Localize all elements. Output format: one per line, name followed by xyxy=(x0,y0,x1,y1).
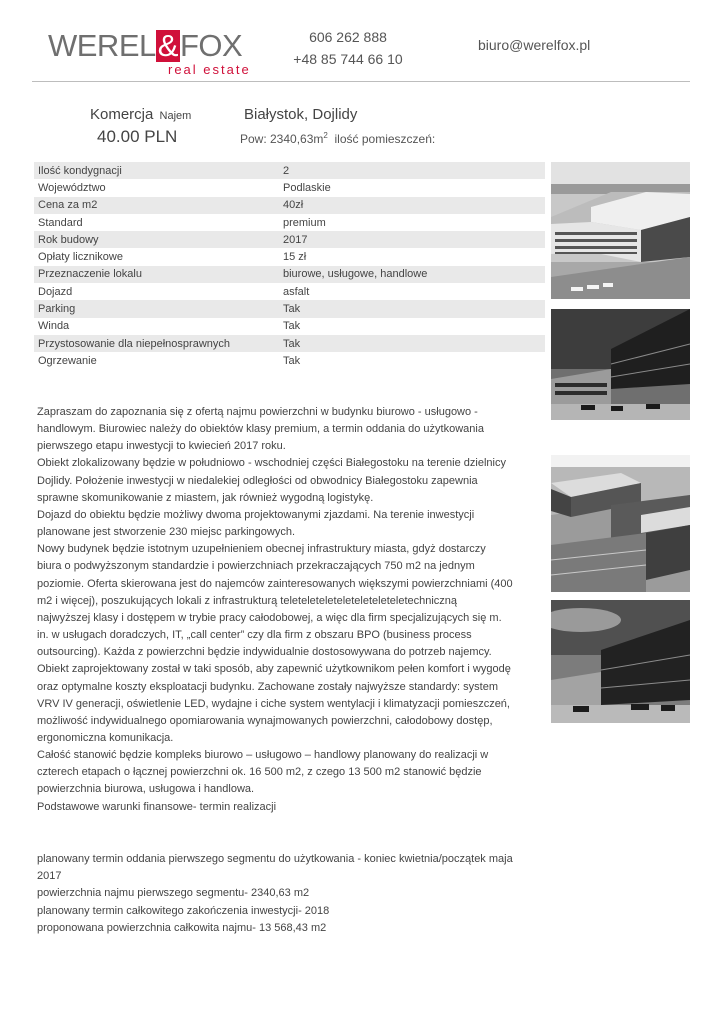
spec-value: Tak xyxy=(283,354,301,367)
spec-value: premium xyxy=(283,216,326,229)
spec-row xyxy=(34,283,545,300)
spec-label: Przystosowanie dla niepełnosprawnych xyxy=(34,335,279,352)
building-facade-render xyxy=(551,600,690,723)
spec-row xyxy=(34,231,545,248)
logo-ampersand: & xyxy=(157,28,178,63)
spec-value: 40zł xyxy=(279,197,545,214)
spec-value: biurowe, usługowe, handlowe xyxy=(279,266,545,283)
description-paragraph: Dojazd do obiektu będzie możliwy dwoma projektowanymi zjazdami. Na terenie inwestycji planowane jest stworzenie 230 miejsc parkingowych. xyxy=(37,508,475,539)
spec-value: Podlaskie xyxy=(283,181,331,194)
spec-value: asfalt xyxy=(283,285,310,298)
email-link[interactable]: biuro@werelfox.pl xyxy=(478,37,591,53)
listing-price: 40.00 PLN xyxy=(97,127,178,146)
spec-label: Rok budowy xyxy=(34,231,279,248)
description-paragraph: Całość stanowić będzie kompleks biurowo – usługowo – handlowy planowany do realizacji w czterech etapach o łącznej powierzchni ok. 16 500 m2, z czego 13 500 m2 stanowić będzie powierzchnia biurowa, usługowa i handlowa. xyxy=(37,749,489,796)
terms-line: proponowana powierzchnia całkowita najmu- 13 568,43 m2 xyxy=(37,921,327,934)
financial-terms xyxy=(37,851,513,937)
logo-tagline: real estate xyxy=(168,62,251,77)
spec-label: Parking xyxy=(34,300,279,317)
company-logo xyxy=(48,28,260,76)
phone-mobile[interactable]: 606 262 888 xyxy=(309,29,387,45)
spec-row xyxy=(34,214,545,231)
building-entrance-render xyxy=(551,309,690,420)
spec-label: Cena za m2 xyxy=(34,197,279,214)
spec-label: Dojazd xyxy=(38,285,73,298)
description-text xyxy=(37,404,513,816)
description-paragraph: Zapraszam do zapoznania się z ofertą najmu powierzchni w budynku biurowo - usługowo - handlowym. Biurowiec należy do obiektów klasy premium, a termin oddania do użytkowania pierwszego etapu inwestycji to kwiecień 2017 roku. xyxy=(37,406,484,453)
description-paragraph: Obiekt zlokalizowany będzie w południowo - wschodniej części Białegostoku na terenie dzielnicy Dojlidy. Położenie inwestycji w niedalekiej odległości od obwodnicy Białegostoku zapewnia sprawne skomunikowanie z miastem, jak również wygodną logistykę. xyxy=(37,457,506,504)
logo-wordmark: WEREL&FOX xyxy=(48,28,243,63)
building-aerial-photo xyxy=(551,162,690,299)
phone-numbers xyxy=(280,26,416,70)
spec-label: Opłaty licznikowe xyxy=(38,251,123,264)
spec-row xyxy=(34,248,545,265)
terms-line: powierzchnia najmu pierwszego segmentu- 2340,63 m2 xyxy=(37,887,310,900)
listing-area: Pow: $2340,63m^2$ ilość pomieszczeń: xyxy=(240,131,436,146)
spec-row xyxy=(34,335,545,352)
spec-row xyxy=(34,197,545,214)
spec-value: Tak xyxy=(283,320,301,333)
specs-table xyxy=(34,162,545,370)
spec-label: Przeznaczenie lokalu xyxy=(34,266,279,283)
spec-value: Tak xyxy=(279,335,545,352)
description-paragraph: Podstawowe warunki finansowe- termin realizacji xyxy=(37,800,277,813)
spec-label: Województwo xyxy=(38,181,106,194)
spec-row xyxy=(34,352,545,369)
spec-value: 2017 xyxy=(279,231,545,248)
rooms-label: ilość pomieszczeń: xyxy=(334,132,436,146)
spec-row xyxy=(34,300,545,317)
spec-row xyxy=(34,162,545,179)
phone-landline[interactable]: +48 85 744 66 10 xyxy=(293,51,403,67)
listing-category xyxy=(90,106,191,123)
header-divider xyxy=(32,81,690,82)
spec-label: Ogrzewanie xyxy=(38,354,97,367)
spec-label: Ilość kondygnacji xyxy=(34,162,279,179)
deal-type: Najem xyxy=(159,110,192,122)
spec-value: Tak xyxy=(279,300,545,317)
category-label: Komercja xyxy=(90,106,154,123)
spec-row xyxy=(34,266,545,283)
spec-label: Standard xyxy=(38,216,83,229)
spec-row xyxy=(34,318,545,335)
spec-label: Winda xyxy=(38,320,70,333)
spec-value: 2 xyxy=(279,162,545,179)
terms-line: planowany termin całkowitego zakończenia inwestycji- 2018 xyxy=(37,904,330,917)
spec-row xyxy=(34,179,545,196)
building-complex-render xyxy=(551,455,690,592)
description-paragraph: Nowy budynek będzie istotnym uzupełnieniem obecnej infrastruktury miasta, gdyż dostarczy biura o podwyższonym standardzie i powierzchniach przekraczających 750 m2 na jednym poziomie. Oferta skierowana jest do najemców zainteresowanych większymi powierzchniami (400 m2 i więcej), poszukujących lokali z infrastrukturą teleteleteleteleteleteleteletechniczną najwyższej klasy i dostępem w trybie pracy całodobowej, a więc dla firm specjalizujących się m. in. w usługach doradczych, IT, „call center” czy dla firm z obszaru BPO (business process outsourcing). Każda z powierzchni będzie indywidualnie dostosowywana do potrzeb najemcy. xyxy=(37,543,513,659)
listing-location: Białystok, Dojlidy xyxy=(244,106,358,123)
terms-line: planowany termin oddania pierwszego segmentu do użytkowania - koniec kwietnia/początek maja 2017 xyxy=(37,853,513,883)
spec-value: 15 zł xyxy=(283,251,307,264)
description-paragraph: Obiekt zaprojektowany został w taki sposób, aby zapewnić użytkownikom pełen komfort i wygodę oraz optymalne koszty eksploatacji budynku. Zachowane zostały najwyższe standardy: system VRV IV generacji, oświetlenie LED, wydajne i ciche system wentylacji i klimatyzacji pomieszczeń, możliwość indywidualnego opomiarowania wynajmowanych powierzchni, całodobowy dostęp, ergonomiczna komunikacja. xyxy=(37,663,511,744)
